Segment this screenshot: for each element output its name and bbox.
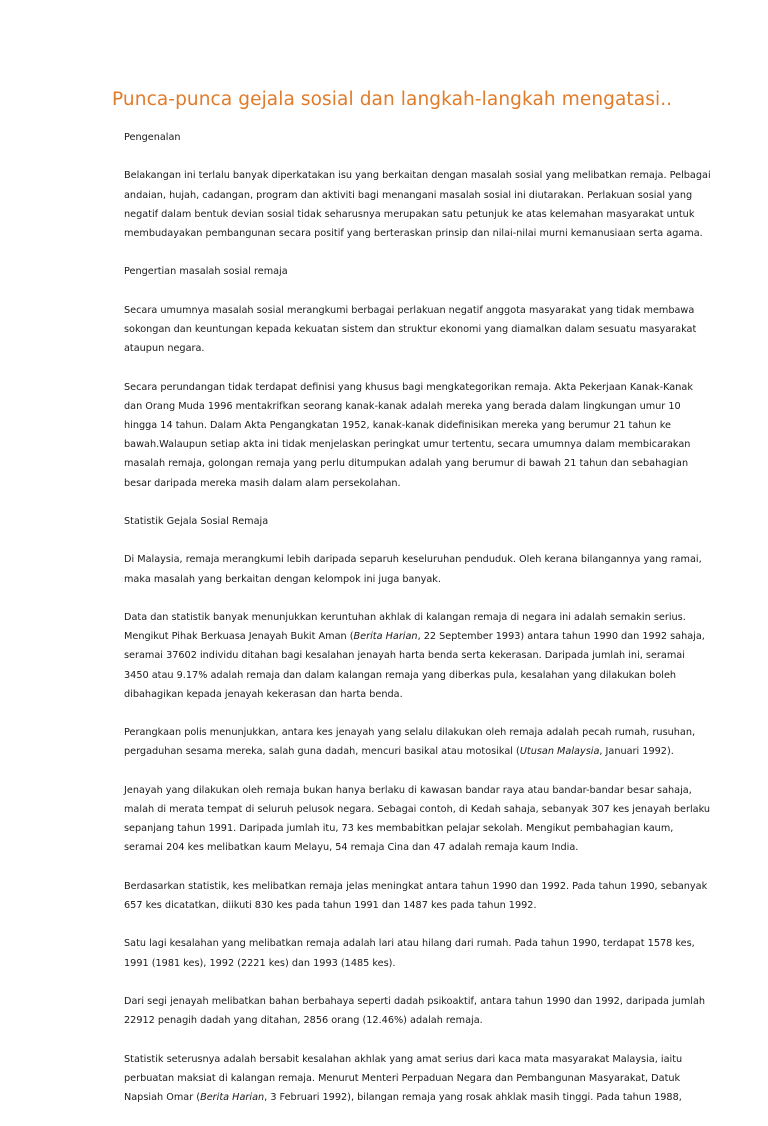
- text-line: besar daripada mereka masih dalam alam persekolahan.: [124, 477, 401, 489]
- text-line: Secara perundangan tidak terdapat definisi yang khusus bagi mengkategorikan remaja. Akta Pekerjaan Kanak-Kanak: [124, 381, 693, 393]
- text-segment: , 3 Februari 1992), bilangan remaja yang rosak ahklak masih tinggi. Pada tahun 1988,: [264, 1091, 682, 1103]
- text-line: sepanjang tahun 1991. Daripada jumlah itu, 73 kes membabitkan pelajar sekolah. Mengikut pembahagian kaum,: [124, 823, 674, 835]
- paragraph-morality: [124, 1050, 683, 1108]
- text-line: masalah remaja, golongan remaja yang perlu ditumpukan adalah yang berumur di bawah 21 tahun dan sebahagian: [124, 458, 689, 470]
- text-line: Data dan statistik banyak menunjukkan keruntuhan akhlak di kalangan remaja di negara ini adalah semakin serius.: [124, 611, 686, 623]
- document-title: Punca-punca gejala sosial dan langkah-langkah mengatasi..: [112, 89, 673, 110]
- paragraph-crime-locations: [124, 781, 711, 858]
- citation-source: Utusan Malaysia: [519, 746, 600, 758]
- paragraph-case-increase: [124, 877, 708, 915]
- paragraph-data-statistics: [124, 608, 705, 704]
- text-line: 657 kes dicatatkan, diikuti 830 kes pada tahun 1991 dan 1487 kes pada tahun 1992.: [124, 899, 537, 911]
- text-line: perbuatan maksiat di kalangan remaja. Menurut Menteri Perpaduan Negara dan Pembangunan Masyarakat, Datuk: [124, 1072, 681, 1084]
- text-line: 22912 penagih dadah yang ditahan, 2856 orang (12.46%) adalah remaja.: [124, 1015, 483, 1027]
- citation-source: Berita Harian: [200, 1091, 265, 1103]
- text-segment: , Januari 1992).: [599, 746, 674, 758]
- text-line: Di Malaysia, remaja merangkumi lebih daripada separuh keseluruhan penduduk. Oleh kerana bilangannya yang ramai,: [124, 554, 702, 566]
- heading-pengertian: Pengertian masalah sosial remaja: [124, 266, 288, 278]
- text-line: dibahagikan kepada jenayah kekerasan dan harta benda.: [124, 688, 403, 700]
- text-line: [124, 742, 674, 761]
- text-line: andaian, hujah, cadangan, program dan aktiviti bagi menangani masalah sosial ini diutarakan. Perlakuan sosial yang: [124, 189, 693, 201]
- text-line: maka masalah yang berkaitan dengan kelompok ini juga banyak.: [124, 573, 441, 585]
- text-line: sokongan dan keuntungan kepada kekuatan sistem dan struktur ekonomi yang diamalkan dalam sesuatu masyarakat: [124, 323, 697, 335]
- paragraph-police-figures: [124, 723, 696, 761]
- text-segment: Napsiah Omar (: [124, 1091, 201, 1103]
- text-line: hingga 14 tahun. Dalam Akta Pengangkatan 1952, kanak-kanak didefinisikan mereka yang berumur 21 tahun ke: [124, 419, 671, 431]
- document-body: [124, 128, 711, 1126]
- text-line: seramai 37602 individu ditahan bagi kesalahan jenayah harta benda serta kekerasan. Daripada jumlah ini, seramai: [124, 650, 685, 662]
- text-segment: Mengikut Pihak Berkuasa Jenayah Bukit Aman (: [124, 631, 354, 643]
- text-line: [124, 1088, 682, 1107]
- paragraph-definition-general: [124, 301, 697, 359]
- text-line: Secara umumnya masalah sosial merangkumi berbagai perlakuan negatif anggota masyarakat yang tidak membawa: [124, 304, 695, 316]
- text-line: Belakangan ini terlalu banyak diperkatakan isu yang berkaitan dengan masalah sosial yang melibatkan remaja. Pelbagai: [124, 170, 711, 182]
- text-line: membudayakan pembangunan secara positif yang berteraskan prinsip dan nilai-nilai murni kemanusiaan serta agama.: [124, 228, 703, 239]
- heading-statistik: Statistik Gejala Sosial Remaja: [124, 515, 269, 527]
- heading-pengenalan: Pengenalan: [124, 132, 181, 143]
- text-line: dan Orang Muda 1996 mentakrifkan seorang kanak-kanak adalah mereka yang berada dalam lingkungan umur 10: [124, 400, 681, 412]
- text-line: Statistik seterusnya adalah bersabit kesalahan akhlak yang amat serius dari kaca mata masyarakat Malaysia, iaitu: [124, 1053, 683, 1065]
- text-line: negatif dalam bentuk devian sosial tidak seharusnya merupakan satu petunjuk ke atas kelemahan masyarakat untuk: [124, 208, 695, 220]
- text-line: malah di merata tempat di seluruh pelusok negara. Sebagai contoh, di Kedah sahaja, sebanyak 307 kes jenayah berlaku: [124, 803, 711, 815]
- text-segment: , 22 September 1993) antara tahun 1990 dan 1992 sahaja,: [417, 631, 705, 643]
- text-line: Jenayah yang dilakukan oleh remaja bukan hanya berlaku di kawasan bandar raya atau bandar-bandar besar sahaja,: [124, 784, 692, 796]
- text-line: seramai 204 kes melibatkan kaum Melayu, 54 remaja Cina dan 47 adalah remaja kaum India.: [124, 842, 579, 854]
- text-line: ataupun negara.: [124, 343, 205, 355]
- text-line: [124, 627, 705, 646]
- text-line: 3450 atau 9.17% adalah remaja dan dalam kalangan remaja yang diberkas pula, kesalahan yang dilakukan boleh: [124, 669, 677, 681]
- text-line: Dari segi jenayah melibatkan bahan berbahaya seperti dadah psikoaktif, antara tahun 1990 dan 1992, daripada jumlah: [124, 995, 706, 1007]
- text-line: 1991 (1981 kes), 1992 (2221 kes) dan 1993 (1485 kes).: [124, 957, 396, 969]
- text-line: bawah.Walaupun setiap akta ini tidak menjelaskan peringkat umur tertentu, secara umumnya dalam membicarakan: [124, 439, 691, 451]
- paragraph-population: [124, 550, 702, 588]
- text-line: Perangkaan polis menunjukkan, antara kes jenayah yang selalu dilakukan oleh remaja adalah pecah rumah, rusuhan,: [124, 727, 696, 739]
- paragraph-definition-legal: [124, 378, 693, 493]
- paragraph-runaway: [124, 934, 695, 972]
- text-segment: pergaduhan sesama mereka, salah guna dadah, mencuri basikal atau motosikal (: [124, 746, 520, 758]
- paragraph-drugs: [124, 992, 706, 1030]
- text-line: Satu lagi kesalahan yang melibatkan remaja adalah lari atau hilang dari rumah. Pada tahun 1990, terdapat 1578 kes,: [124, 938, 695, 950]
- paragraph-intro: [124, 166, 711, 243]
- citation-source: Berita Harian: [353, 631, 418, 643]
- text-line: Berdasarkan statistik, kes melibatkan remaja jelas meningkat antara tahun 1990 dan 1992. Pada tahun 1990, sebanyak: [124, 880, 708, 892]
